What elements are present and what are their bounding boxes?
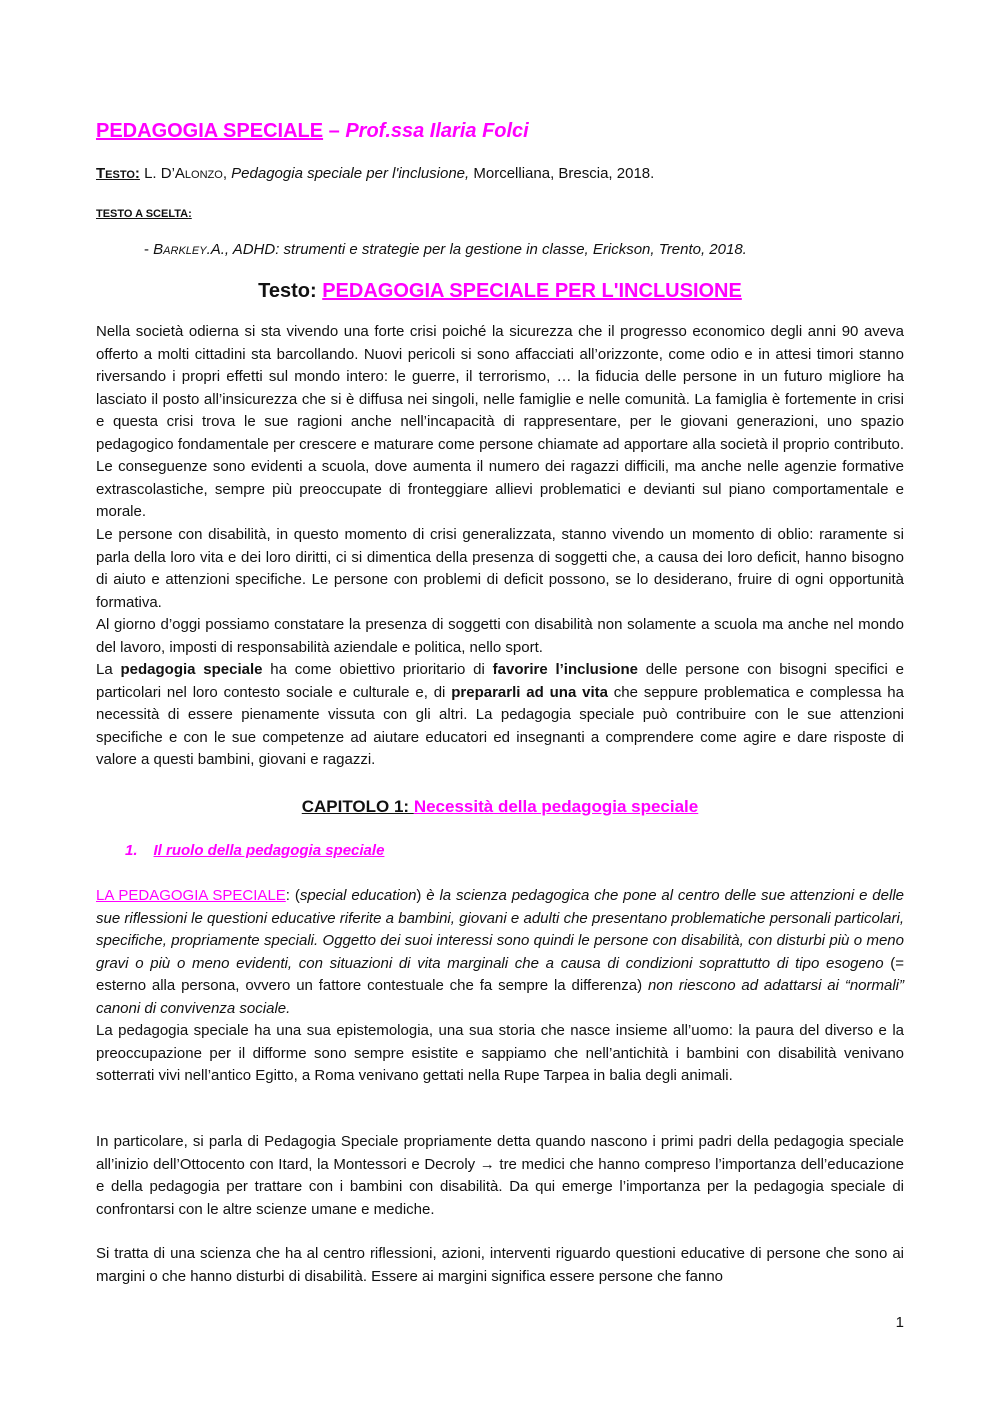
chapter-prefix: CAPITOLO 1:: [301, 797, 414, 816]
p4-text-e: delle persone con bisogni specifici e particolari nel loro contesto sociale e culturale e, di: [96, 661, 904, 701]
p4-bold-vita: prepararli ad una vita: [451, 683, 608, 701]
chapter-heading: [0, 797, 1000, 817]
body-paragraph-5: La pedagogia speciale ha una sua epistemologia, una sua storia che nasce insieme all’uomo: la paura del diverso e la preoccupazione per il difforme sono sempre esistite e sappiamo che nell’antichità i bambini con disabilità venivano sotterrati vivi nell’antico Egitto, a Roma venivano gettati nella Rupe Tarpea in balia degli animali.: [96, 1022, 904, 1084]
section-heading-title: PEDAGOGIA SPECIALE PER L'INCLUSIONE: [322, 280, 742, 302]
definition-paragraph: [96, 885, 904, 1020]
optional-textbook-item: [144, 241, 747, 258]
p4-text-c: ha come obiettivo prioritario di: [262, 661, 493, 678]
title-separator: –: [323, 120, 346, 142]
def-esogeno-note: (= esterno alla persona, ovvero un fattore contestuale che fa sempre la differenza): [96, 954, 904, 994]
def-text-a: : (: [285, 887, 300, 904]
def-italic-end: non riescono ad adattarsi ai “normali” canoni di convivenza sociale.: [96, 977, 905, 1017]
testo-label: Testo: [96, 165, 135, 182]
textbook-author: L. D’Alonzo,: [139, 165, 232, 182]
document-title: [96, 120, 529, 143]
body-paragraph-7: Si tratta di una scienza che ha al centro riflessioni, azioni, interventi riguardo questioni educative di persone che sono ai margini o che hanno disturbi di disabilità. Essere ai margini significa essere persone che fanno: [96, 1245, 904, 1285]
optional-textbook-rest: .A., ADHD: strumenti e strategie per la gestione in classe, Erickson, Trento, 2018.: [206, 241, 747, 258]
main-textbook-line: [96, 165, 654, 182]
section-heading-prefix: Testo:: [258, 280, 323, 302]
testo-scelta-label: TESTO A SCELTA: [96, 208, 189, 220]
list-dash: -: [144, 241, 154, 258]
def-italic-body: è la scienza pedagogica che pone al centro delle sue attenzioni e delle sue riflessioni le questioni educative riferite a bambini, giovani e adulti che presentano problematiche personali particolari, specifiche, propriamente speciali. Oggetto dei suoi interessi sono quindi le persone con disabilità, con disturbi più o meno gravi o più o meno evidenti, con situazioni di vita marginali che a causa di condizioni soprattutto di tipo esogeno: [96, 887, 904, 972]
section-heading: [0, 280, 1000, 303]
definition-term: LA PEDAGOGIA SPECIALE: [96, 887, 286, 904]
course-title: PEDAGOGIA SPECIALE: [96, 120, 324, 142]
optional-textbook-label-line: [96, 208, 192, 220]
textbook-title: Pedagogia speciale per l'inclusione,: [231, 165, 470, 182]
p4-text-g: che seppure problematica e complessa ha necessità di essere pienamente vissuta con gli altri. La pedagogia speciale può contribuire con le sue attenzioni specifiche e con le sue competenze ad aiutare educatori ed insegnanti a comprendere come agire e dare risposte di valore a questi bambini, giovani e ragazzi.: [96, 683, 904, 768]
def-text-c: ): [416, 887, 427, 904]
chapter-title: Necessità della pedagogia speciale: [413, 797, 699, 816]
intro-paragraph-3: Al giorno d’oggi possiamo constatare la presenza di soggetti con disabilità non solamente a scuola ma anche nel mondo del lavoro, imposti di responsabilità aziendale e politica, nello sport.: [96, 616, 904, 656]
def-special-education: special education: [299, 887, 417, 904]
p4-bold-inclusione: favorire l’inclusione: [492, 661, 638, 678]
intro-paragraph-2: Le persone con disabilità, in questo momento di crisi generalizzata, stanno vivendo un momento di oblio: raramente si parla della loro vita e dei loro diritti, ci si dimentica della presenza di soggetti che, a causa dei loro deficit, hanno bisogno di aiuto e attenzioni specifiche. Le persone con problemi di deficit possono, se lo desiderano, fruire di ogni opportunità formativa.: [96, 526, 904, 611]
intro-paragraph-4: [96, 659, 904, 772]
subsection-heading: [125, 842, 384, 859]
body-paragraph-6: In particolare, si parla di Pedagogia Speciale propriamente detta quando nascono i primi padri della pedagogia speciale all’inizio dell’Ottocento con Itard, la Montessori e Decroly → tre medici che hanno compreso l’importanza dell’educazione e della pedagogia per trattare con i bambini con disabilità. Da qui emerge l’importanza per la pedagogia speciale di confrontarsi con le altre scienze umane e mediche.: [96, 1133, 904, 1218]
professor-name: Prof.ssa Ilaria Folci: [345, 120, 529, 142]
p4-text-a: La: [96, 661, 121, 678]
page-number: 1: [895, 1314, 904, 1331]
p4-bold-pedagogia: pedagogia speciale: [120, 661, 263, 678]
testo-colon: :: [134, 165, 140, 182]
subsection-title: Il ruolo della pedagogia speciale: [153, 842, 385, 859]
testo-scelta-colon: :: [188, 208, 192, 220]
subsection-number: 1.: [125, 842, 138, 859]
optional-textbook-author: Barkley: [153, 241, 207, 258]
textbook-publisher: Morcelliana, Brescia, 2018.: [469, 165, 655, 182]
intro-paragraph-1: Nella società odierna si sta vivendo una forte crisi poiché la sicurezza che il progresso economico degli anni 90 aveva offerto a molti cittadini sta barcollando. Nuovi pericoli si sono affacciati all’orizzonte, come odio e in attesi timori stanno riversando i propri effetti sul mondo intero: le guerre, il terrorismo, … la fiducia delle persone in un futuro migliore ha lasciato il posto all’insicurezza che si è diffusa nei singoli, nelle famiglie e nelle comunità. La famiglia è fortemente in crisi e questa crisi trova le sue ragioni anche nell’incapacità di rappresentare, per le giovani generazioni, uno spazio pedagogico fondamentale per crescere e maturare come persone chiamate ad apportare alla società il proprio contributo. Le conseguenze sono evidenti a scuola, dove aumenta il numero dei ragazzi difficili, ma anche nelle agenzie formative extrascolastiche, sempre più preoccupate di fronteggiare allievi problematici e devianti sul piano comportamentale e morale.: [96, 323, 904, 520]
